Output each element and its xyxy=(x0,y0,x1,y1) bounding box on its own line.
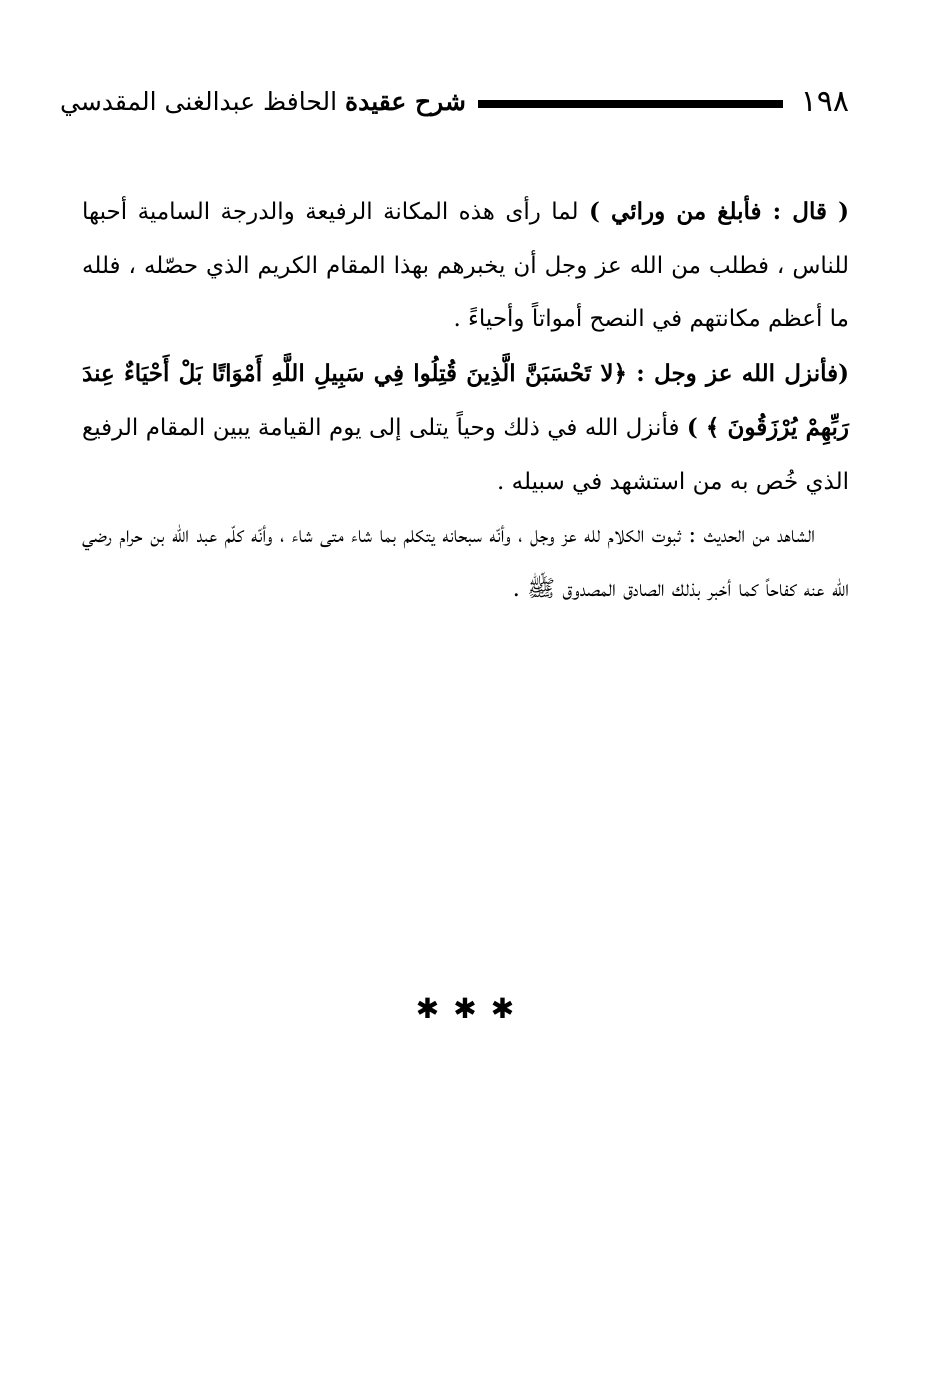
header-rule xyxy=(478,100,783,108)
paragraph-3 xyxy=(82,509,849,616)
book-title-bold: شرح عقيدة xyxy=(345,87,466,116)
paragraph-2 xyxy=(82,347,849,510)
paragraph-1-lead: ( قال : فأبلغ من ورائي ) xyxy=(589,198,850,225)
running-head xyxy=(60,78,849,126)
paragraph-1 xyxy=(82,185,849,347)
book-title xyxy=(60,78,466,126)
paragraph-3-text: الشاهد من الحديث : ثبوت الكلام لله عز وجل ، وأنّه سبحانه يتكلم بما شاء متى شاء ، وأنّه كلّم عبد الله بن حرام رضي الله عنه كفاحاً كما أخبر بذلك الصادق المصدوق ﷺ . xyxy=(82,522,849,602)
paragraph-1-text: لما رأى هذه المكانة الرفيعة والدرجة السامية أحبها للناس ، فطلب من الله عز وجل أن يخبرهم بهذا المقام الكريم الذي حصّله ، فلله ما أعظم مكانتهم في النصح أمواتاً وأحياءً . xyxy=(82,199,849,332)
paragraph-2-lead: (فأنزل الله عز وجل : ﴿لا تَحْسَبَنَّ الَّذِينَ قُتِلُوا فِي سَبِيلِ اللَّهِ أَمْوَاتًا بَلْ أَحْيَاءٌ عِندَ رَبِّهِمْ يُرْزَقُونَ ﴾ ) xyxy=(82,359,849,441)
paragraph-2-text: فأنزل الله في ذلك وحياً يتلى إلى يوم القيامة يبين المقام الرفيع الذي خُص به من استشهد في سبيله . xyxy=(82,415,849,495)
book-title-rest: الحافظ عبدالغنى المقدسي xyxy=(60,87,338,116)
body-text xyxy=(82,185,849,616)
section-break-ornament: ✱✱✱ xyxy=(415,992,529,1025)
page-number: ١٩٨ xyxy=(800,84,849,119)
